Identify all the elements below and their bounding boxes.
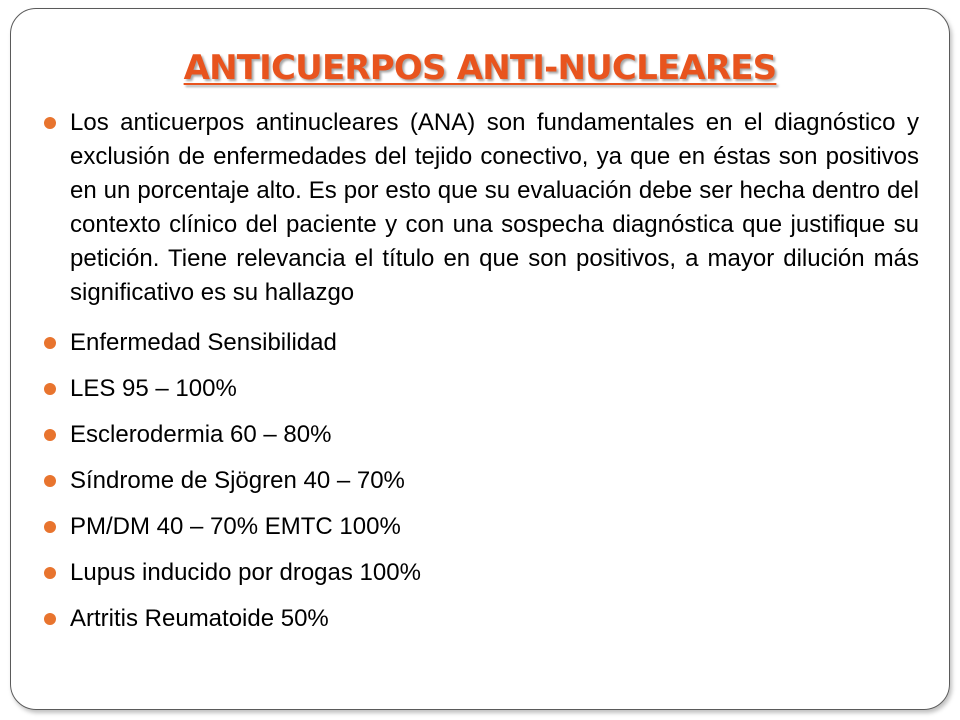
bullet-item-les xyxy=(70,372,919,406)
bullet-icon xyxy=(44,475,56,487)
slide-title: ANTICUERPOS ANTI-NUCLEARES xyxy=(183,48,777,88)
bullet-item-lupus-inducido xyxy=(70,556,919,590)
bullet-text: Síndrome de Sjögren 40 – 70% xyxy=(70,467,405,494)
bullet-item-ana-description xyxy=(70,106,919,310)
bullet-item-artritis xyxy=(70,602,919,636)
bullet-icon xyxy=(44,613,56,625)
bullet-item-sjogren xyxy=(70,464,919,498)
bullet-text: LES 95 – 100% xyxy=(70,375,237,402)
bullet-icon xyxy=(44,429,56,441)
bullet-icon xyxy=(44,521,56,533)
bullet-icon xyxy=(44,567,56,579)
bullet-icon xyxy=(44,383,56,395)
bullet-item-header xyxy=(70,326,919,360)
bullet-text: Lupus inducido por drogas 100% xyxy=(70,559,421,586)
bullet-text: Artritis Reumatoide 50% xyxy=(70,605,329,632)
bullet-text: Esclerodermia 60 – 80% xyxy=(70,421,332,448)
bullet-list xyxy=(70,106,919,648)
bullet-text: PM/DM 40 – 70% EMTC 100% xyxy=(70,513,401,540)
bullet-icon xyxy=(44,337,56,349)
bullet-item-pmdm-emtc xyxy=(70,510,919,544)
bullet-item-esclerodermia xyxy=(70,418,919,452)
bullet-icon xyxy=(44,117,56,129)
bullet-text: Los anticuerpos antinucleares (ANA) son fundamentales en el diagnóstico y exclusión de enfermedades del tejido conectivo, ya que en éstas son positivos en un porcentaje alto. Es por esto que su evaluación debe ser hecha dentro del contexto clínico del paciente y con una sospecha diagnóstica que justifique su petición. Tiene relevancia el título en que son positivos, a mayor dilución más significativo es su hallazgo xyxy=(70,109,919,306)
bullet-text: Enfermedad Sensibilidad xyxy=(70,329,337,356)
